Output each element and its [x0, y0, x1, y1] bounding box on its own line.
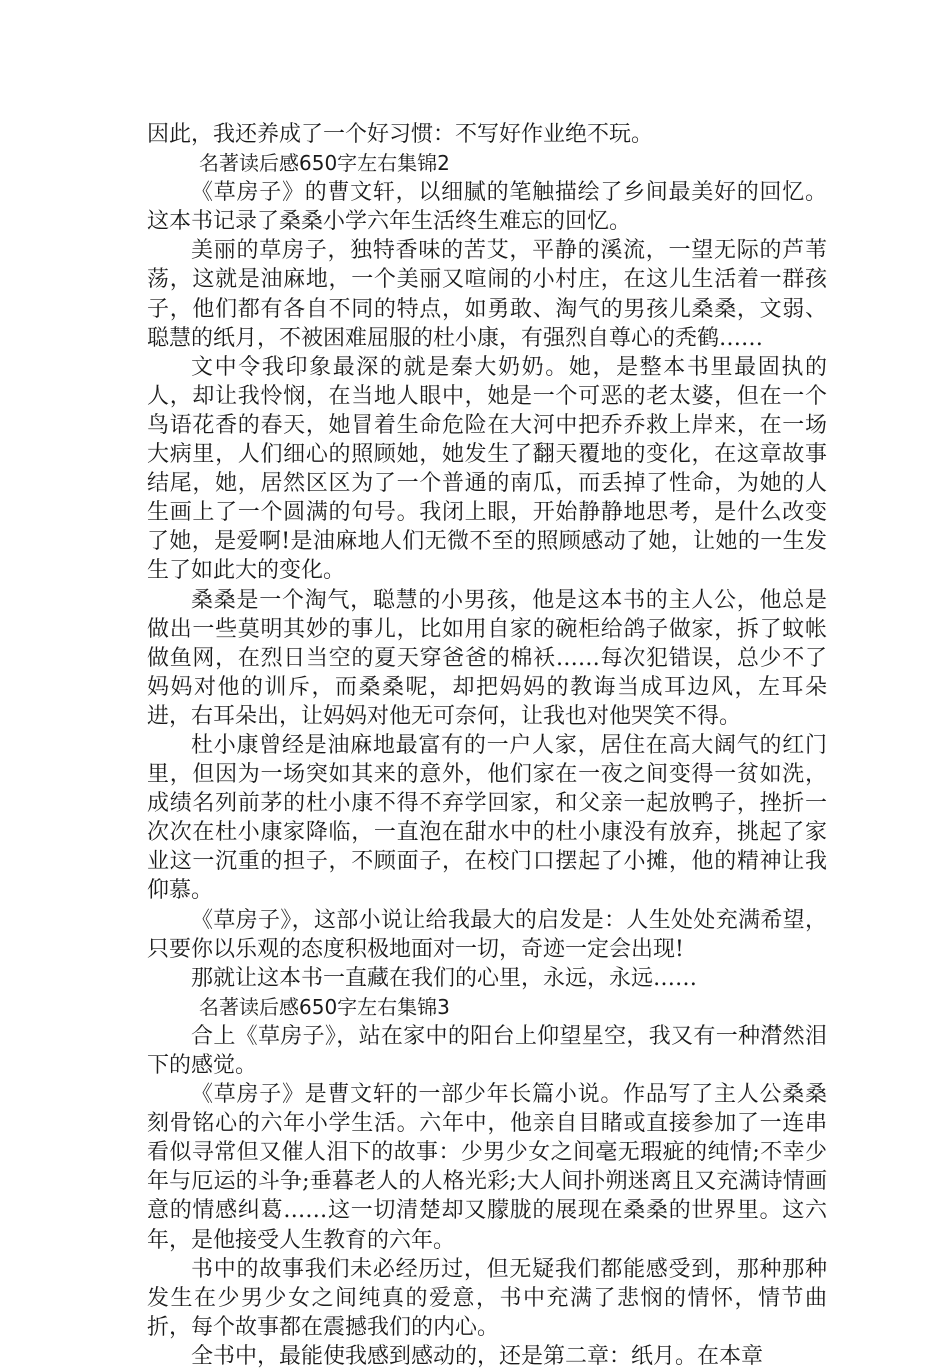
paragraph: 合上《草房子》，站在家中的阳台上仰望星空，我又有一种潸然泪下的感觉。 [147, 1023, 827, 1078]
section-heading-2: 名著读后感650字左右集锦2 [199, 151, 450, 176]
paragraph-intro: 因此，我还养成了一个好习惯：不写好作业绝不玩。 [147, 122, 654, 147]
paragraph: 全书中，最能使我感到感动的，还是第二章：纸月。在本章 [191, 1343, 764, 1369]
paragraph: 那就让这本书一直藏在我们的心里，永远，永远…… [191, 965, 698, 991]
paragraph: 美丽的草房子，独特香味的苦艾，平静的溪流，一望无际的芦苇荡，这就是油麻地，一个美丽又喧闹的小村庄，在这儿生活着一群孩子，他们都有各自不同的特点，如勇敢、淘气的男孩儿桑桑，文弱、聪慧的纸月，不被困难屈服的杜小康，有强烈自尊心的秃鹤…… [147, 238, 827, 351]
paragraph: 《草房子》是曹文轩的一部少年长篇小说。作品写了主人公桑桑刻骨铭心的六年小学生活。六年中，他亲自目睹或直接参加了一连串看似寻常但又催人泪下的故事：少男少女之间毫无瑕疵的纯情;不幸少年与厄运的斗争;垂暮老人的人格光彩;大人间扑朔迷离且又充满诗情画意的情感纠葛……这一切清楚却又朦胧的展现在桑桑的世界里。这六年，是他接受人生教育的六年。 [147, 1082, 827, 1253]
paragraph: 杜小康曾经是油麻地最富有的一户人家，居住在高大阔气的红门里，但因为一场突如其来的意外，他们家在一夜之间变得一贫如洗，成绩名列前茅的杜小康不得不弃学回家，和父亲一起放鸭子，挫折一次次在杜小康家降临，一直泡在甜水中的杜小康没有放弃，挑起了家业这一沉重的担子，不顾面子，在校门口摆起了小摊，他的精神让我仰慕。 [147, 732, 827, 904]
document-body [147, 120, 827, 1371]
paragraph: 文中令我印象最深的就是秦大奶奶。她，是整本书里最固执的人，却让我怜悯，在当地人眼中，她是一个可恶的老太婆，但在一个鸟语花香的春天，她冒着生命危险在大河中把乔乔救上岸来，在一场大病里，人们细心的照顾她，她发生了翻天覆地的变化，在这章故事结尾，她，居然区区为了一个普通的南瓜，而丢掉了性命，为她的人生画上了一个圆满的句号。我闭上眼，开始静静地思考，是什么改变了她，是爱啊!是油麻地人们无微不至的照顾感动了她，让她的一生发生了如此大的变化。 [147, 354, 827, 584]
paragraph: 桑桑是一个淘气，聪慧的小男孩，他是这本书的主人公，他总是做出一些莫明其妙的事儿，比如用自家的碗柜给鸽子做家，拆了蚊帐做鱼网，在烈日当空的夏天穿爸爸的棉袄……每次犯错误，总少不了妈妈对他的训斥，而桑桑呢，却把妈妈的教诲当成耳边风，左耳朵进，右耳朵出，让妈妈对他无可奈何，让我也对他哭笑不得。 [147, 587, 827, 729]
paragraph: 书中的故事我们未必经历过，但无疑我们都能感受到，那种那种发生在少男少女之间纯真的爱意，书中充满了悲悯的情怀，情节曲折，每个故事都在震撼我们的内心。 [147, 1256, 827, 1340]
paragraph: 《草房子》，这部小说让给我最大的启发是：人生处处充满希望，只要你以乐观的态度积极地面对一切，奇迹一定会出现! [147, 907, 827, 962]
section-heading-3: 名著读后感650字左右集锦3 [199, 994, 450, 1019]
paragraph: 《草房子》的曹文轩，以细腻的笔触描绘了乡间最美好的回忆。这本书记录了桑桑小学六年生活终生难忘的回忆。 [147, 180, 827, 235]
